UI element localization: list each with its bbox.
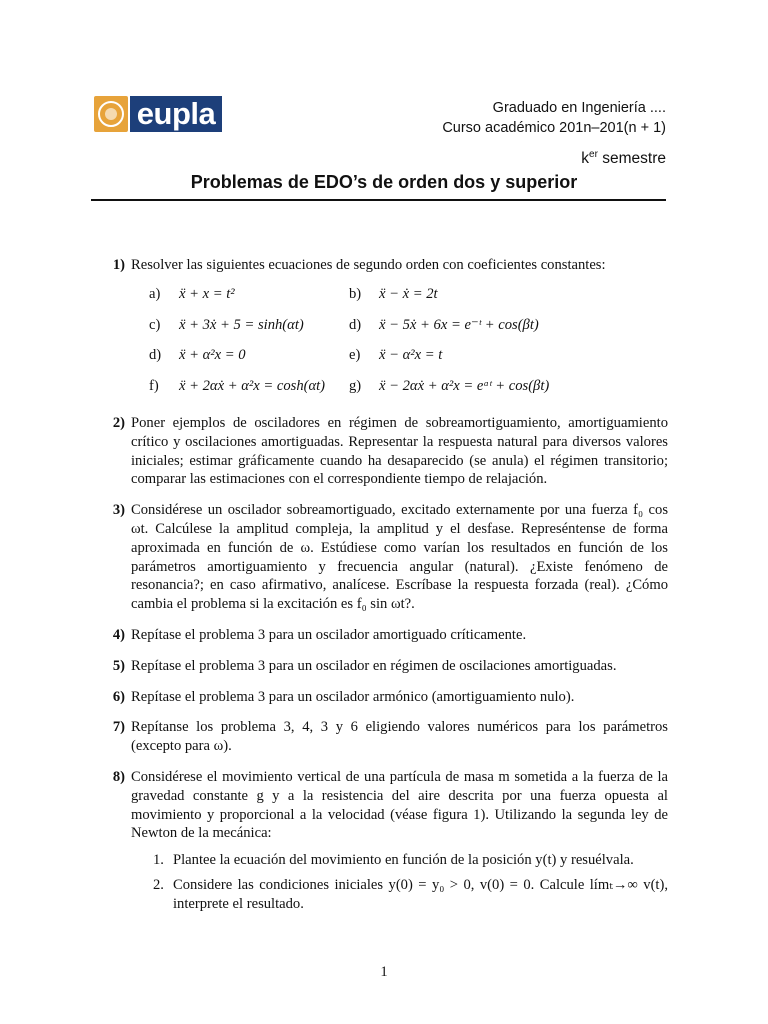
equation-formula: ẍ + 2αẋ + α²x = cosh(αt): [179, 378, 326, 395]
equation-label: e): [349, 347, 361, 364]
problem-text: Considérese el movimiento vertical de una partícula de masa m sometida a la fuerza de la gravedad constante g y a la resistencia del aire descrita por una fuerza opuesta al movimiento y proporcional a la velocidad (véase figura 1). Utilizando la segunda ley de Newton de la mecánica:: [131, 768, 668, 842]
problem-text: Considérese un oscilador sobreamortiguado, excitado externamente por una fuerza f₀ cos ωt. Calcúlese la amplitud compleja, la amplitud y el desfase. Represéntense de forma aproximada en función de ω. Estúdiese como varían los resultados en función de los parámetros amortiguamiento y frecuencia angular (natural). ¿Existe fenómeno de resonancia?; en caso afirmativo, analícese. Escríbase la respuesta forzada (real). ¿Cómo cambia el problema si la excitación es f₀ sin ωt?.: [131, 502, 668, 613]
problem-body: [131, 657, 668, 676]
problem-text: Repítanse los problema 3, 4, 3 y 6 eligiendo valores numéricos para los parámetros (excepto para ω).: [131, 719, 668, 755]
problem-number: 8): [112, 768, 125, 785]
equation-label: a): [149, 285, 161, 302]
problem-text: Resolver las siguientes ecuaciones de segundo orden con coeficientes constantes:: [131, 257, 606, 273]
sub-question: [153, 876, 668, 914]
problem-body: [131, 414, 668, 489]
title-rule: [91, 199, 666, 201]
semester-k: k: [581, 150, 590, 168]
problem-number: 1): [112, 257, 125, 273]
problem-body: [131, 256, 668, 402]
sub-question-number: 1.: [153, 852, 164, 869]
problem-text: Repítase el problema 3 para un oscilador en régimen de oscilaciones amortiguadas.: [131, 657, 617, 674]
degree-line: Graduado en Ingeniería ....: [492, 100, 666, 116]
problem-body: [131, 688, 668, 707]
problem-item: [90, 414, 668, 489]
equation-item: [349, 285, 668, 304]
problem-number: 6): [112, 688, 125, 705]
equation-item: [149, 346, 349, 365]
academic-year-line: Curso académico 201n–201(n + 1): [442, 120, 666, 136]
page-title: Problemas de EDO’s de orden dos y superior: [190, 172, 578, 192]
equation-label: c): [149, 316, 161, 333]
equation-item: [349, 316, 668, 335]
sub-question-number: 2.: [153, 876, 164, 893]
problem-body: [131, 718, 668, 756]
semester-sup: er: [589, 149, 598, 160]
problem-number: 4): [112, 626, 125, 643]
sub-question-text: Considere las condiciones iniciales y(0) = y₀ > 0, v(0) = 0. Calcule límₜ→∞ v(t), interprete el resultado.: [173, 876, 668, 912]
equation-label: d): [349, 316, 362, 333]
university-seal-icon: [94, 96, 128, 132]
problem-item: [90, 657, 668, 676]
problem-body: [131, 626, 668, 645]
equation-formula: ẍ + x = t²: [179, 285, 235, 302]
logo-text: eupla: [130, 96, 222, 132]
equation-label: g): [349, 378, 362, 395]
problem-text: Poner ejemplos de osciladores en régimen de sobreamortiguamiento, amortiguamiento crítico y oscilaciones amortiguadas. Representar la respuesta natural para diversos valores iniciales; estimar gráficamente cuando ha desaparecido (se anula) el régimen transitorio; comparar las estimaciones con el correspondiente tiempo de relajación.: [131, 414, 668, 488]
eupla-logo: [94, 96, 224, 132]
course-info: [442, 98, 666, 138]
problem-item: [90, 501, 668, 614]
equation-formula: ẍ + 3ẋ + 5 = sinh(αt): [179, 316, 304, 333]
sub-question-list: [153, 851, 668, 913]
sub-question: [153, 851, 668, 870]
equation-formula: ẍ − 2αẋ + α²x = eᵅᵗ + cos(βt): [379, 378, 550, 395]
problem-item: [90, 768, 668, 920]
sub-question-text: Plantee la ecuación del movimiento en función de la posición y(t) y resuélvala.: [173, 852, 634, 869]
equation-formula: ẍ + α²x = 0: [179, 347, 246, 364]
problem-number: 5): [112, 657, 125, 674]
page-number: 1: [380, 964, 388, 980]
equation-formula: ẍ − α²x = t: [379, 347, 443, 364]
semester-label: [581, 149, 666, 168]
problem-body: [131, 768, 668, 920]
problem-number: 7): [112, 719, 125, 736]
equation-item: [349, 377, 668, 396]
problem-item: [90, 718, 668, 756]
problem-text: Repítase el problema 3 para un oscilador armónico (amortiguamiento nulo).: [131, 688, 575, 705]
problem-item: [90, 626, 668, 645]
equation-item: [349, 346, 668, 365]
semester-word: semestre: [602, 150, 666, 168]
problem-item: [90, 256, 668, 402]
equation-item: [149, 316, 349, 335]
problem-number: 3): [112, 502, 125, 519]
problem-body: [131, 501, 668, 614]
equation-item: [149, 377, 349, 396]
problem-text: Repítase el problema 3 para un oscilador amortiguado críticamente.: [131, 626, 527, 643]
problem-number: 2): [112, 414, 125, 431]
equation-label: b): [349, 285, 362, 302]
problem-list: [90, 256, 668, 932]
problem-item: [90, 688, 668, 707]
equation-item: [149, 285, 349, 304]
equation-grid: [149, 285, 668, 396]
equation-formula: ẍ − ẋ = 2t: [379, 285, 438, 302]
equation-label: d): [149, 347, 162, 364]
equation-label: f): [149, 378, 159, 395]
equation-formula: ẍ − 5ẋ + 6x = e⁻ᵗ + cos(βt): [379, 316, 539, 333]
